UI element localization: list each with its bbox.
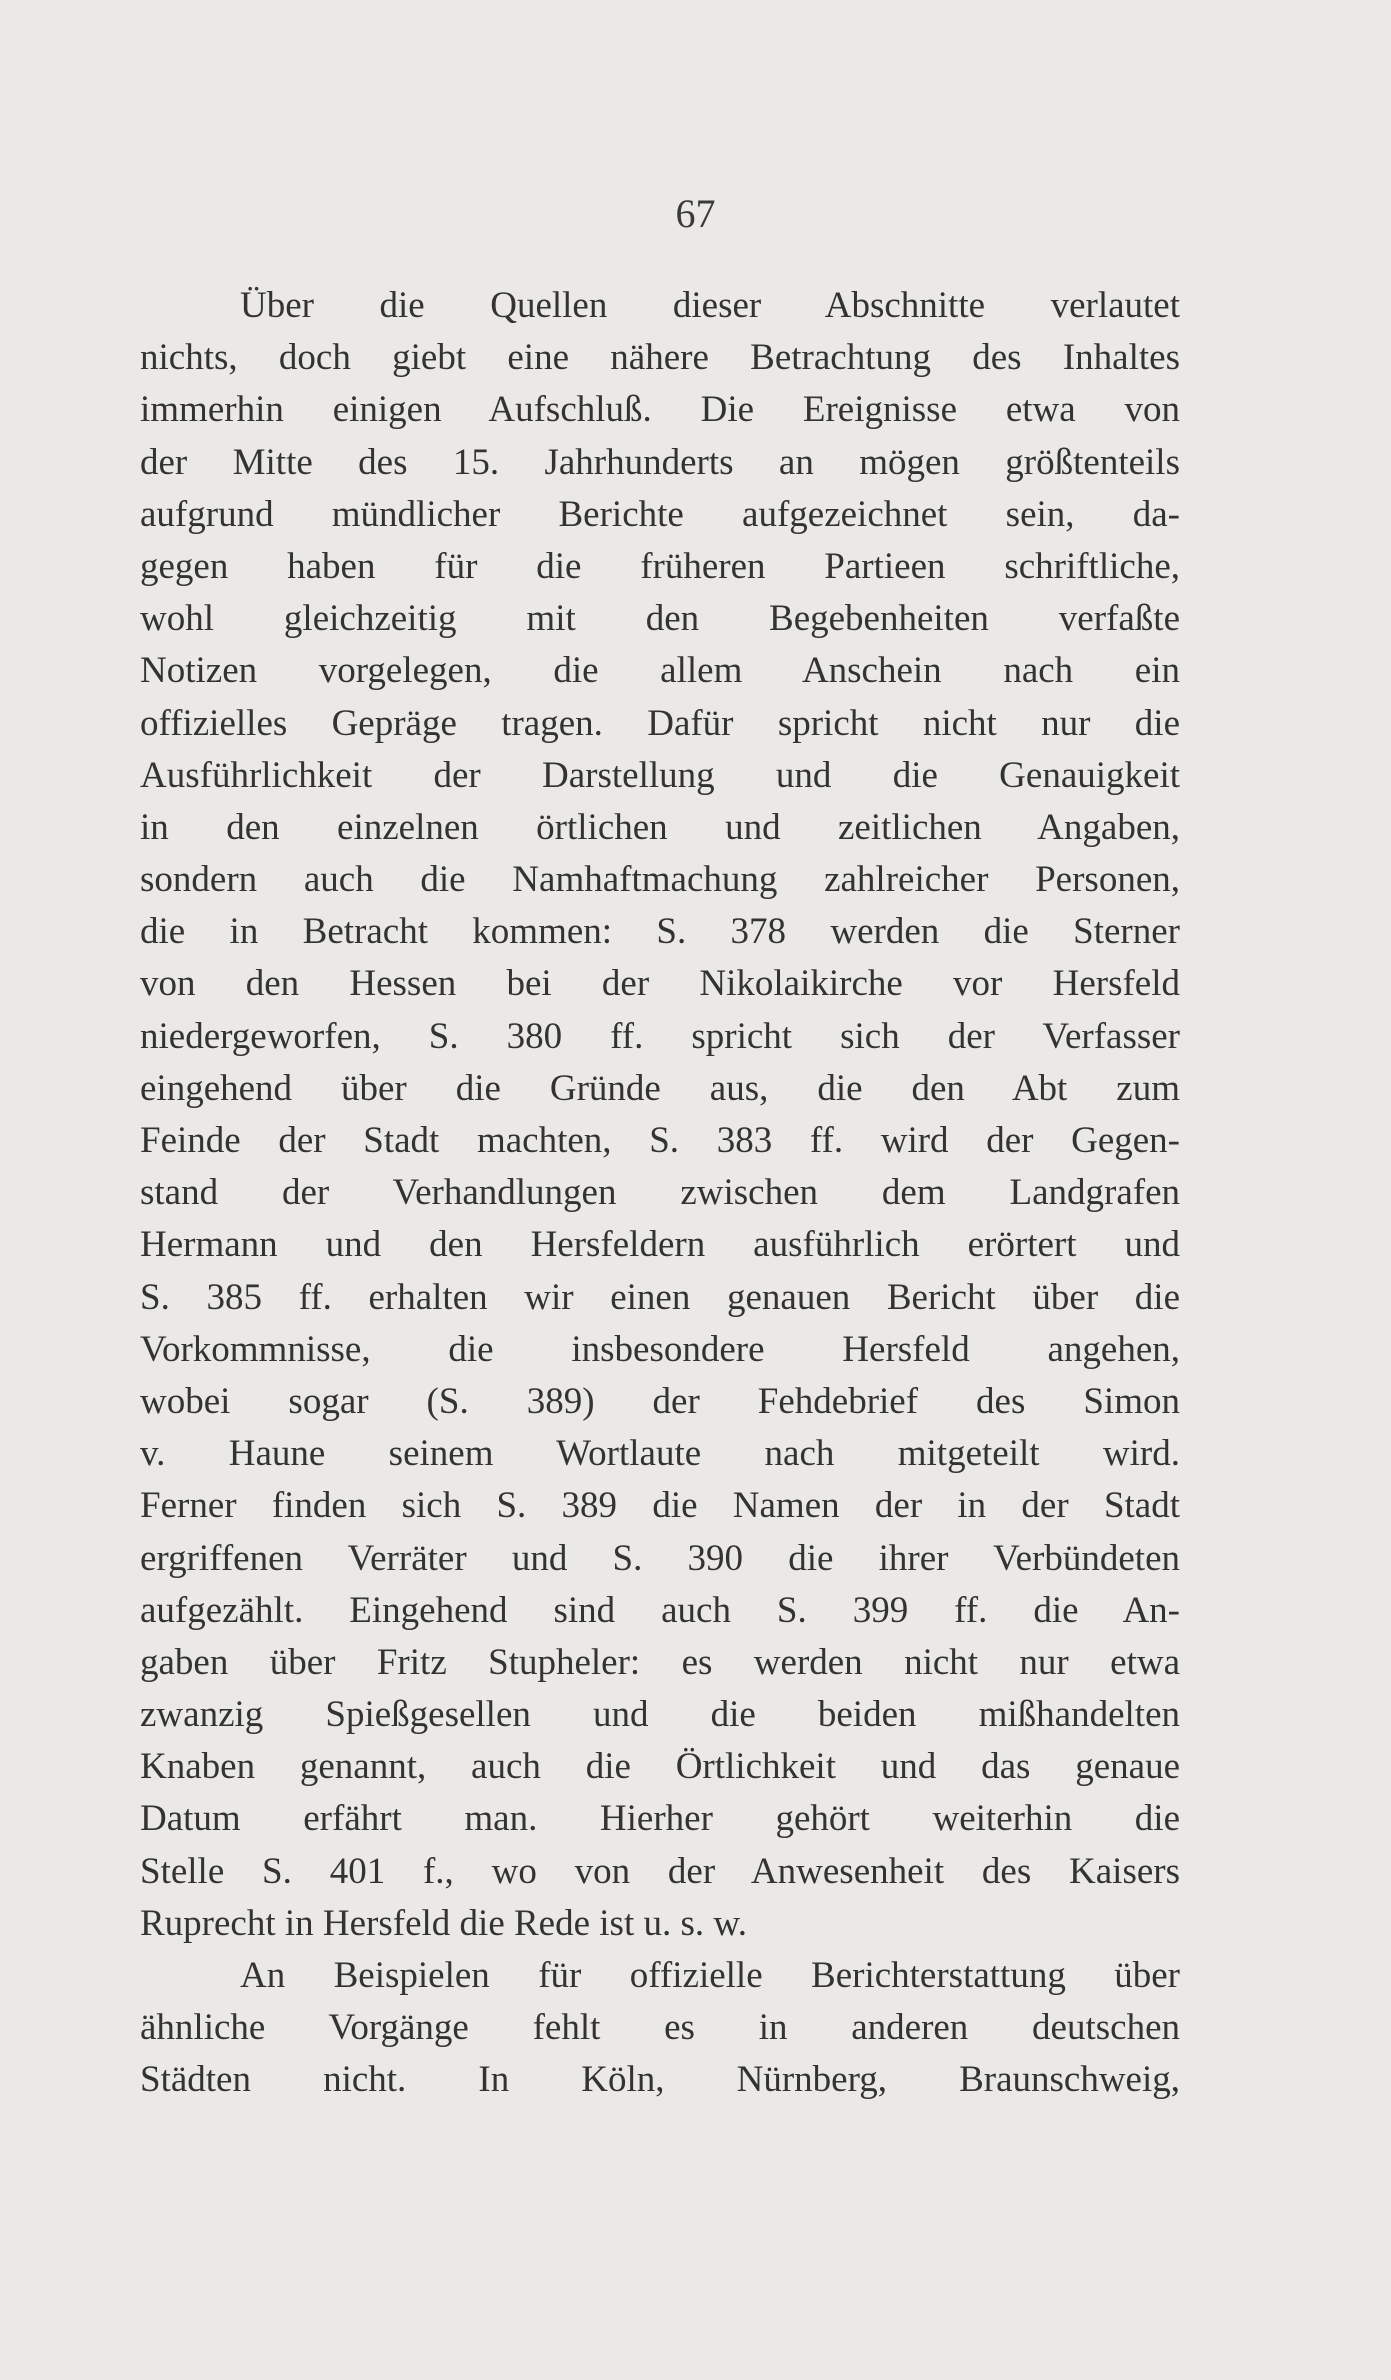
text-line: gaben über Fritz Stupheler: es werden nicht nur etwa	[140, 1641, 1180, 1683]
text-line: gegen haben für die früheren Partieen schriftliche,	[140, 545, 1180, 587]
text-line: wobei sogar (S. 389) der Fehdebrief des Simon	[140, 1380, 1180, 1422]
text-line: Stelle S. 401 f., wo von der Anwesenheit des Kaisers	[140, 1850, 1180, 1892]
text-line: Hermann und den Hersfeldern ausführlich erörtert und	[140, 1224, 1180, 1266]
text-line: niedergeworfen, S. 380 ff. spricht sich der Verfasser	[140, 1015, 1180, 1057]
text-line: Datum erfährt man. Hierher gehört weiterhin die	[140, 1798, 1180, 1840]
text-line: S. 385 ff. erhalten wir einen genauen Bericht über die	[140, 1276, 1180, 1318]
text-line: nichts, doch giebt eine nähere Betrachtung des Inhaltes	[140, 337, 1180, 379]
text-line: Ausführlichkeit der Darstellung und die Genauigkeit	[140, 754, 1180, 796]
text-line: aufgezählt. Eingehend sind auch S. 399 ff. die An-	[140, 1589, 1180, 1631]
page-number: 67	[675, 191, 716, 236]
text-line: ergriffenen Verräter und S. 390 die ihrer Verbündeten	[140, 1537, 1180, 1579]
text-line: ähnliche Vorgänge fehlt es in anderen deutschen	[140, 2007, 1180, 2049]
text-line: stand der Verhandlungen zwischen dem Landgrafen	[140, 1172, 1180, 1214]
text-line: immerhin einigen Aufschluß. Die Ereignisse etwa von	[140, 389, 1180, 431]
text-line: offizielles Gepräge tragen. Dafür spricht nicht nur die	[140, 702, 1180, 744]
text-line: Städten nicht. In Köln, Nürnberg, Braunschweig,	[140, 2059, 1180, 2101]
text-line: sondern auch die Namhaftmachung zahlreicher Personen,	[140, 859, 1180, 901]
text-line: in den einzelnen örtlichen und zeitlichen Angaben,	[140, 806, 1180, 848]
text-line: Ruprecht in Hersfeld die Rede ist u. s. w.	[140, 1902, 747, 1944]
text-line: eingehend über die Gründe aus, die den Abt zum	[140, 1067, 1180, 1109]
paragraph-2	[140, 1950, 1180, 2107]
text-line: Notizen vorgelegen, die allem Anschein nach ein	[140, 650, 1180, 692]
text-line: wohl gleichzeitig mit den Begebenheiten verfaßte	[140, 598, 1180, 640]
text-line: von den Hessen bei der Nikolaikirche vor Hersfeld	[140, 963, 1180, 1005]
text-line: der Mitte des 15. Jahrhunderts an mögen größtenteils	[140, 441, 1180, 483]
text-line: An Beispielen für offizielle Berichterstattung über	[240, 1955, 1180, 1996]
text-line: Ferner finden sich S. 389 die Namen der in der Stadt	[140, 1485, 1180, 1527]
text-line: Vorkommnisse, die insbesondere Hersfeld angehen,	[140, 1328, 1180, 1370]
paragraph-1	[140, 280, 1180, 1950]
text-line: die in Betracht kommen: S. 378 werden die Sterner	[140, 911, 1180, 953]
text-line: Feinde der Stadt machten, S. 383 ff. wird der Gegen-	[140, 1120, 1180, 1161]
text-line: aufgrund mündlicher Berichte aufgezeichnet sein, da-	[140, 493, 1180, 535]
text-line: v. Haune seinem Wortlaute nach mitgeteilt wird.	[140, 1433, 1180, 1475]
text-line: Über die Quellen dieser Abschnitte verlautet	[240, 285, 1180, 326]
text-line: Knaben genannt, auch die Örtlichkeit und das genaue	[140, 1746, 1180, 1788]
body-text	[140, 280, 1180, 2107]
text-line: zwanzig Spießgesellen und die beiden mißhandelten	[140, 1694, 1180, 1736]
